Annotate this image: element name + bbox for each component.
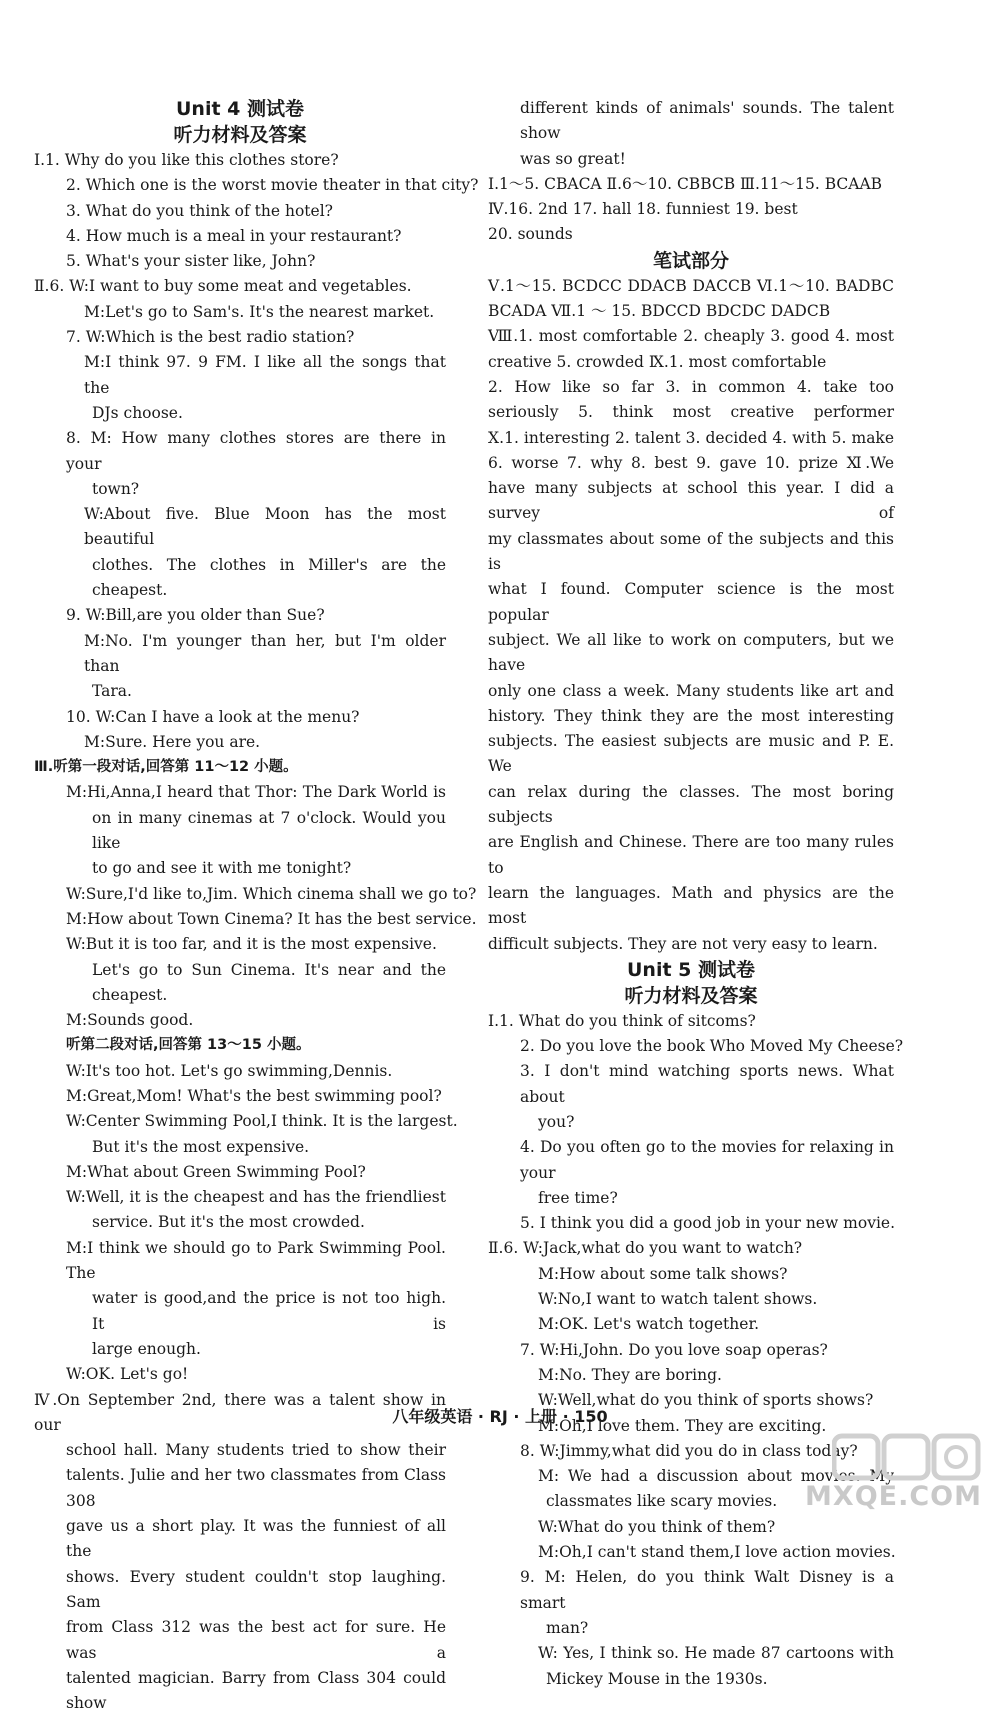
text-line: to go and see it with me tonight?: [92, 859, 352, 878]
unit5-title: Unit 5 测试卷: [627, 958, 755, 981]
text-line: classmates like scary movies.: [546, 1492, 778, 1511]
text-line: only one class a week. Many students like art and: [488, 681, 894, 700]
text-line: from Class 312 was the best act for sure. He was a: [66, 1618, 446, 1662]
text-line: M:OK. Let's watch together.: [538, 1315, 760, 1334]
text-line: have many subjects at school this year. I did a survey of: [488, 479, 894, 523]
text-line: W:OK. Let's go!: [66, 1365, 189, 1384]
text-line: W:About five. Blue Moon has the most beautiful: [84, 505, 446, 549]
text-line: M:How about some talk shows?: [538, 1264, 788, 1283]
text-line: Tara.: [92, 682, 132, 701]
text-line: W:Well,what do you think of sports shows?: [538, 1391, 874, 1410]
text-line: water is good,and the price is not too high. It is: [92, 1289, 446, 1333]
text-line: man?: [546, 1618, 589, 1637]
watermark-logo-icon: [832, 1432, 982, 1484]
text-line: can relax during the classes. The most boring subjects: [488, 782, 894, 827]
text-line: 3. I don't mind watching sports news. What about: [520, 1062, 894, 1106]
text-line: Ⅱ.6. W:I want to buy some meat and vegetables.: [34, 277, 412, 296]
text-line: 2. Do you love the book Who Moved My Cheese?: [520, 1037, 904, 1056]
text-line: cheapest.: [92, 581, 168, 600]
answer-line: Ⅹ.1. interesting 2. talent 3. decided 4. with 5. make: [488, 428, 894, 447]
text-line: M:What about Green Swimming Pool?: [66, 1162, 366, 1181]
text-line: 7. W:Which is the best radio station?: [66, 328, 355, 347]
text-line: learn the languages. Math and physics are the most: [488, 883, 894, 928]
text-line: M:Sounds good.: [66, 1011, 194, 1030]
text-line: my classmates about some of the subjects and this is: [488, 529, 894, 574]
page-footer: 八年级英语 · RJ · 上册 · 150: [392, 1407, 608, 1426]
text-line: 2. Which one is the worst movie theater in that city?: [66, 176, 479, 195]
text-line: school hall. Many students tried to show their: [66, 1441, 446, 1460]
text-line: subjects. The easiest subjects are music and P. E. We: [488, 732, 894, 776]
text-line: M:How about Town Cinema? It has the best service.: [66, 909, 477, 928]
text-line: W:It's too hot. Let's go swimming,Dennis.: [66, 1061, 393, 1080]
text-line: Ⅱ.6. W:Jack,what do you want to watch?: [488, 1239, 803, 1258]
answer-line: Ⅷ.1. most comfortable 2. cheaply 3. good 4. most: [488, 327, 894, 346]
section-heading: Ⅲ.听第一段对话,回答第 11～12 小题。: [34, 759, 298, 776]
unit5-subtitle: 听力材料及答案: [624, 984, 758, 1007]
text-line: 5. I think you did a good job in your new movie.: [520, 1214, 896, 1233]
answer-line: creative 5. crowded Ⅸ.1. most comfortable: [488, 352, 827, 371]
answer-line: Ⅰ.1～5. CBACA Ⅱ.6～10. CBBCB Ⅲ.11～15. BCAAB: [488, 174, 883, 193]
text-line: 10. W:Can I have a look at the menu?: [66, 707, 360, 726]
text-line: W:Center Swimming Pool,I think. It is the largest.: [66, 1112, 458, 1131]
text-line: 9. M: Helen, do you think Walt Disney is a smart: [520, 1568, 894, 1612]
answer-line: 20. sounds: [488, 225, 573, 244]
text-line: M:Oh,I can't stand them,I love action movies.: [538, 1543, 896, 1562]
text-line: 8. W:Jimmy,what did you do in class today?: [520, 1441, 858, 1460]
text-line: cheapest.: [92, 985, 168, 1004]
text-line: M:Great,Mom! What's the best swimming pool?: [66, 1086, 442, 1105]
answer-line: Ⅴ.1～15. BCDCC DDACB DACCB Ⅵ.1～10. BADBC: [488, 276, 894, 295]
text-line: M:Let's go to Sam's. It's the nearest market.: [84, 302, 435, 321]
text-line: free time?: [538, 1188, 618, 1207]
text-line: M:Oh,I love them. They are exciting.: [538, 1416, 827, 1435]
text-line: M:No. They are boring.: [538, 1365, 722, 1384]
answer-line: 2. How like so far 3. in common 4. take too: [488, 377, 894, 396]
text-line: M:No. I'm younger than her, but I'm older than: [84, 631, 446, 675]
text-line: 8. M: How many clothes stores are there in your: [66, 429, 446, 473]
text-line: 5. What's your sister like, John?: [66, 252, 316, 271]
text-line: W:Sure,I'd like to,Jim. Which cinema shall we go to?: [66, 884, 477, 903]
text-line: are English and Chinese. There are too many rules to: [488, 833, 894, 877]
text-line: on in many cinemas at 7 o'clock. Would you like: [92, 808, 446, 853]
text-line: But it's the most expensive.: [92, 1137, 310, 1156]
text-line: M:I think 97. 9 FM. I like all the songs that the: [84, 353, 446, 397]
text-line: Ⅳ.On September 2nd, there was a talent show in our: [34, 1390, 446, 1434]
text-line: Let's go to Sun Cinema. It's near and the: [92, 960, 446, 979]
text-line: service. But it's the most crowded.: [92, 1213, 365, 1232]
text-line: Ⅰ.1. Why do you like this clothes store?: [34, 151, 339, 169]
text-line: history. They think they are the most interesting: [488, 706, 894, 725]
text-line: 4. Do you often go to the movies for relaxing in your: [520, 1138, 894, 1182]
answer-line: 6. worse 7. why 8. best 9. gave 10. prize Ⅺ.We: [488, 453, 894, 472]
text-line: shows. Every student couldn't stop laughing. Sam: [66, 1567, 446, 1611]
section-heading: 听第二段对话,回答第 13～15 小题。: [66, 1037, 311, 1054]
text-line: town?: [92, 479, 140, 498]
text-line: W:What do you think of them?: [538, 1517, 776, 1536]
text-line: M:I think we should go to Park Swimming Pool. The: [66, 1238, 446, 1283]
text-line: large enough.: [92, 1339, 201, 1358]
text-line: M:Hi,Anna,I heard that Thor: The Dark World is: [66, 783, 446, 802]
unit4-title: Unit 4 测试卷: [176, 98, 304, 120]
text-line: M:Sure. Here you are.: [84, 732, 261, 751]
written-section-title: 笔试部分: [652, 249, 729, 272]
answer-line: seriously 5. think most creative performer: [488, 403, 894, 422]
watermark: [805, 1432, 988, 1514]
answer-line: Ⅳ.16. 2nd 17. hall 18. funniest 19. best: [488, 200, 798, 219]
text-line: Ⅰ.1. What do you think of sitcoms?: [488, 1011, 756, 1030]
text-line: what I found. Computer science is the most popular: [488, 580, 894, 624]
text-line: talents. Julie and her two classmates from Class 308: [66, 1466, 446, 1510]
unit4-subtitle: 听力材料及答案: [173, 124, 307, 146]
text-line: difficult subjects. They are not very easy to learn.: [488, 934, 878, 953]
text-line: different kinds of animals' sounds. The talent show: [520, 99, 894, 143]
text-line: 4. How much is a meal in your restaurant?: [66, 226, 402, 245]
watermark-text: MXQE.COM: [805, 1481, 982, 1512]
text-line: W:But it is too far, and it is the most expensive.: [66, 935, 437, 954]
text-line: W:Well, it is the cheapest and has the friendliest: [66, 1188, 446, 1207]
text-line: Mickey Mouse in the 1930s.: [546, 1669, 768, 1688]
answer-line: BCADA Ⅶ.1 ～ 15. BDCCD BDCDC DADCB: [488, 302, 831, 321]
text-line: 7. W:Hi,John. Do you love soap operas?: [520, 1340, 828, 1359]
text-line: W: Yes, I think so. He made 87 cartoons with: [538, 1644, 894, 1663]
text-line: 9. W:Bill,are you older than Sue?: [66, 606, 325, 625]
left-column: [34, 96, 479, 1716]
text-line: DJs choose.: [92, 403, 183, 422]
text-line: clothes. The clothes in Miller's are the: [92, 555, 446, 574]
text-line: you?: [538, 1112, 575, 1131]
text-line: M: We had a discussion about movies. My: [538, 1467, 894, 1486]
text-line: 3. What do you think of the hotel?: [66, 201, 333, 220]
text-line: W:No,I want to watch talent shows.: [538, 1290, 818, 1309]
text-line: subject. We all like to work on computers, but we have: [488, 630, 894, 675]
text-line: talented magician. Barry from Class 304 could show: [66, 1668, 446, 1713]
text-line: gave us a short play. It was the funniest of all the: [66, 1517, 446, 1561]
text-line: was so great!: [520, 149, 626, 168]
